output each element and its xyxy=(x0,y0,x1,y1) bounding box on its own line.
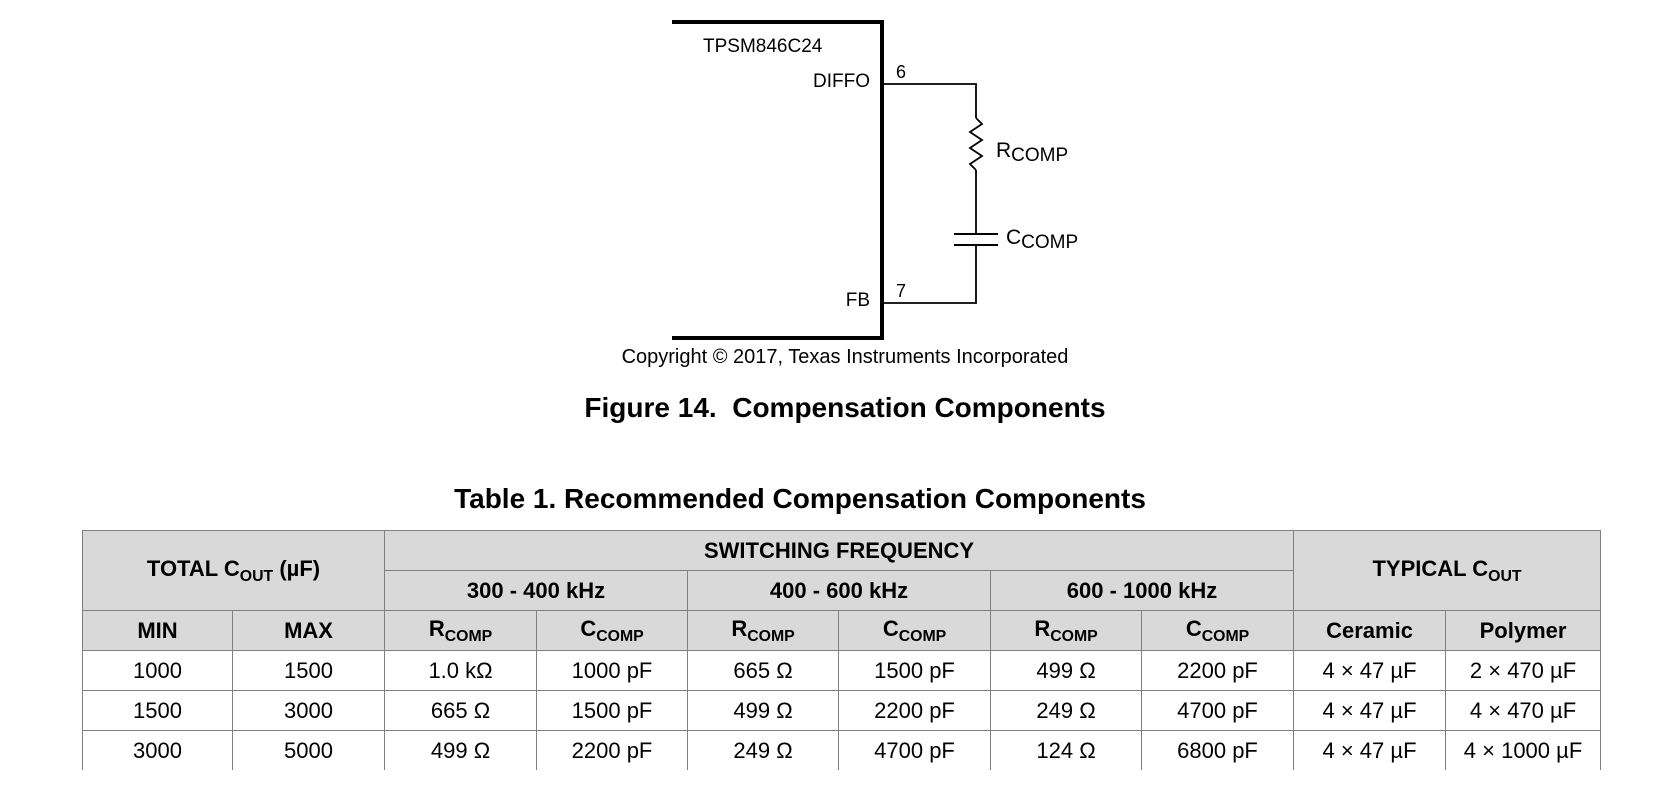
table-cell: 249 Ω xyxy=(688,731,839,771)
table-cell: 4700 pF xyxy=(1142,691,1294,731)
table-cell: 249 Ω xyxy=(991,691,1142,731)
table-cell: 1000 xyxy=(83,651,233,691)
header-band-400-600: 400 - 600 kHz xyxy=(688,571,991,611)
header-typical-cout: TYPICAL $C_{OUT}$ xyxy=(1294,531,1601,611)
ic-part-name: TPSM846C24 xyxy=(703,36,823,57)
header-ccomp-3: $C_{COMP}$ xyxy=(1142,611,1294,651)
header-ccomp-1: $C_{COMP}$ xyxy=(537,611,688,651)
header-rcomp-2: $R_{COMP}$ xyxy=(688,611,839,651)
header-rcomp-1: $R_{COMP}$ xyxy=(385,611,537,651)
header-ccomp-2: $C_{COMP}$ xyxy=(839,611,991,651)
table-cell: 1000 pF xyxy=(537,651,688,691)
table-cell: 3000 xyxy=(83,731,233,771)
header-rcomp-3: $R_{COMP}$ xyxy=(991,611,1142,651)
table-cell: 5000 xyxy=(233,731,385,771)
header-switching-frequency: SWITCHING FREQUENCY xyxy=(385,531,1294,571)
compensation-table xyxy=(82,530,1601,770)
header-total-cout: TOTAL $C_{OUT}$ (µF) xyxy=(83,531,385,611)
pin-fb-number: 7 xyxy=(896,281,907,301)
table-cell: 1500 pF xyxy=(839,651,991,691)
table-cell: 1.0 kΩ xyxy=(385,651,537,691)
table-cell: 6800 pF xyxy=(1142,731,1294,771)
table-cell: 3000 xyxy=(233,691,385,731)
pin-fb-label: FB xyxy=(845,290,870,311)
table-cell: 4 × 47 µF xyxy=(1294,731,1446,771)
table-cell: 1500 xyxy=(233,651,385,691)
header-max: MAX xyxy=(233,611,385,651)
table-cell: 4 × 47 µF xyxy=(1294,651,1446,691)
table-cell: 1500 pF xyxy=(537,691,688,731)
table-cell: 499 Ω xyxy=(385,731,537,771)
header-band-300-400: 300 - 400 kHz xyxy=(385,571,688,611)
figure-caption: Figure 14. Compensation Components xyxy=(584,392,1106,423)
rcomp-label: RCOMP xyxy=(996,139,1069,166)
pin-diffo-label: DIFFO xyxy=(813,71,870,92)
diffo-wire xyxy=(884,84,976,118)
table-row xyxy=(83,731,1601,771)
table-title: Table 1. Recommended Compensation Components xyxy=(454,483,1146,514)
table-cell: 499 Ω xyxy=(688,691,839,731)
header-polymer: Polymer xyxy=(1446,611,1601,651)
table-cell: 665 Ω xyxy=(385,691,537,731)
table-cell: 665 Ω xyxy=(688,651,839,691)
table-cell: 2 × 470 µF xyxy=(1446,651,1601,691)
header-ceramic: Ceramic xyxy=(1294,611,1446,651)
table-cell: 2200 pF xyxy=(537,731,688,771)
table-row xyxy=(83,651,1601,691)
table-cell: 4 × 1000 µF xyxy=(1446,731,1601,771)
ccomp-label: CCOMP xyxy=(1006,226,1079,253)
table-cell: 4700 pF xyxy=(839,731,991,771)
rcomp-resistor xyxy=(970,118,982,170)
table-cell: 4 × 470 µF xyxy=(1446,691,1601,731)
table-cell: 2200 pF xyxy=(839,691,991,731)
table-cell: 124 Ω xyxy=(991,731,1142,771)
table-cell: 2200 pF xyxy=(1142,651,1294,691)
header-min: MIN xyxy=(83,611,233,651)
header-band-600-1000: 600 - 1000 kHz xyxy=(991,571,1294,611)
table-row xyxy=(83,691,1601,731)
table-cell: 4 × 47 µF xyxy=(1294,691,1446,731)
pin-diffo-number: 6 xyxy=(896,62,907,82)
table-cell: 1500 xyxy=(83,691,233,731)
table-cell: 499 Ω xyxy=(991,651,1142,691)
figure-copyright: Copyright © 2017, Texas Instruments Incorporated xyxy=(621,346,1069,368)
compensation-schematic xyxy=(0,0,1664,380)
